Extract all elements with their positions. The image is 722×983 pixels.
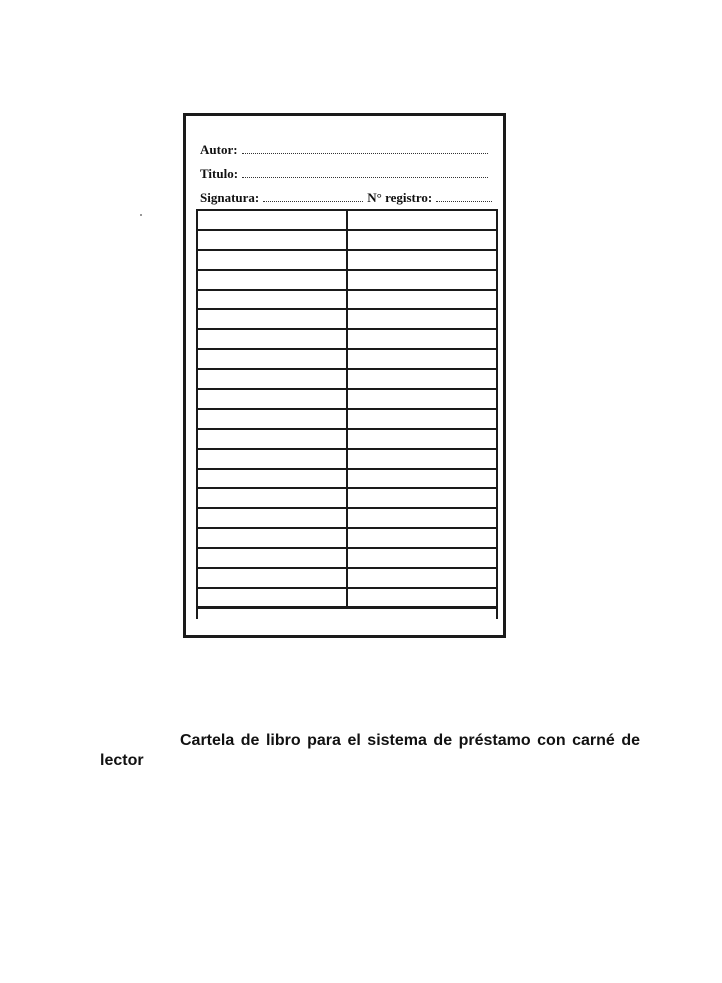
registry-label: N° registro: [367,190,433,205]
grid-cell [348,470,496,490]
grid-cell [198,569,348,589]
grid-cell [348,310,496,330]
grid-cell [198,231,348,251]
title-field [200,162,492,182]
author-label: Autor: [200,142,238,157]
grid-cell [198,489,348,509]
grid-cell [348,450,496,470]
call-number-field [200,186,492,206]
title-blank [242,177,488,178]
grid-cell [198,291,348,311]
grid-cell [348,291,496,311]
grid-cell [348,211,496,231]
grid-cell [198,470,348,490]
caption: Cartela de libro para el sistema de préstamo con carné de lector [100,732,640,769]
book-card [183,113,506,638]
grid-cell [198,211,348,231]
grid-cell [348,569,496,589]
stray-mark [140,214,142,216]
grid-cell [348,489,496,509]
grid-cell [198,589,348,609]
grid-cell [198,549,348,569]
grid-cell [198,390,348,410]
grid-cell [348,330,496,350]
grid-cell [198,410,348,430]
grid-cell [348,231,496,251]
grid-cell [348,430,496,450]
title-label: Titulo: [200,166,239,181]
grid-cell [348,509,496,529]
grid-cell [198,271,348,291]
grid-cell [348,549,496,569]
grid-cell [198,529,348,549]
author-field [200,138,492,158]
grid-cell [198,509,348,529]
grid-cell [348,370,496,390]
grid-cell [348,410,496,430]
grid-cell [198,350,348,370]
grid-cell [348,529,496,549]
author-blank [242,153,488,154]
grid-cell [348,390,496,410]
grid-cell [348,271,496,291]
grid-cell [348,350,496,370]
grid-cell [198,310,348,330]
call-number-label: Signatura: [200,190,260,205]
grid-cell [198,330,348,350]
grid-cell [348,589,496,609]
grid-cell [198,370,348,390]
grid-cell [198,430,348,450]
loan-grid [196,209,498,619]
grid-cell [198,251,348,271]
registry-blank [436,201,492,202]
call-number-blank [263,201,363,202]
grid-cell [198,450,348,470]
grid-cell [348,251,496,271]
